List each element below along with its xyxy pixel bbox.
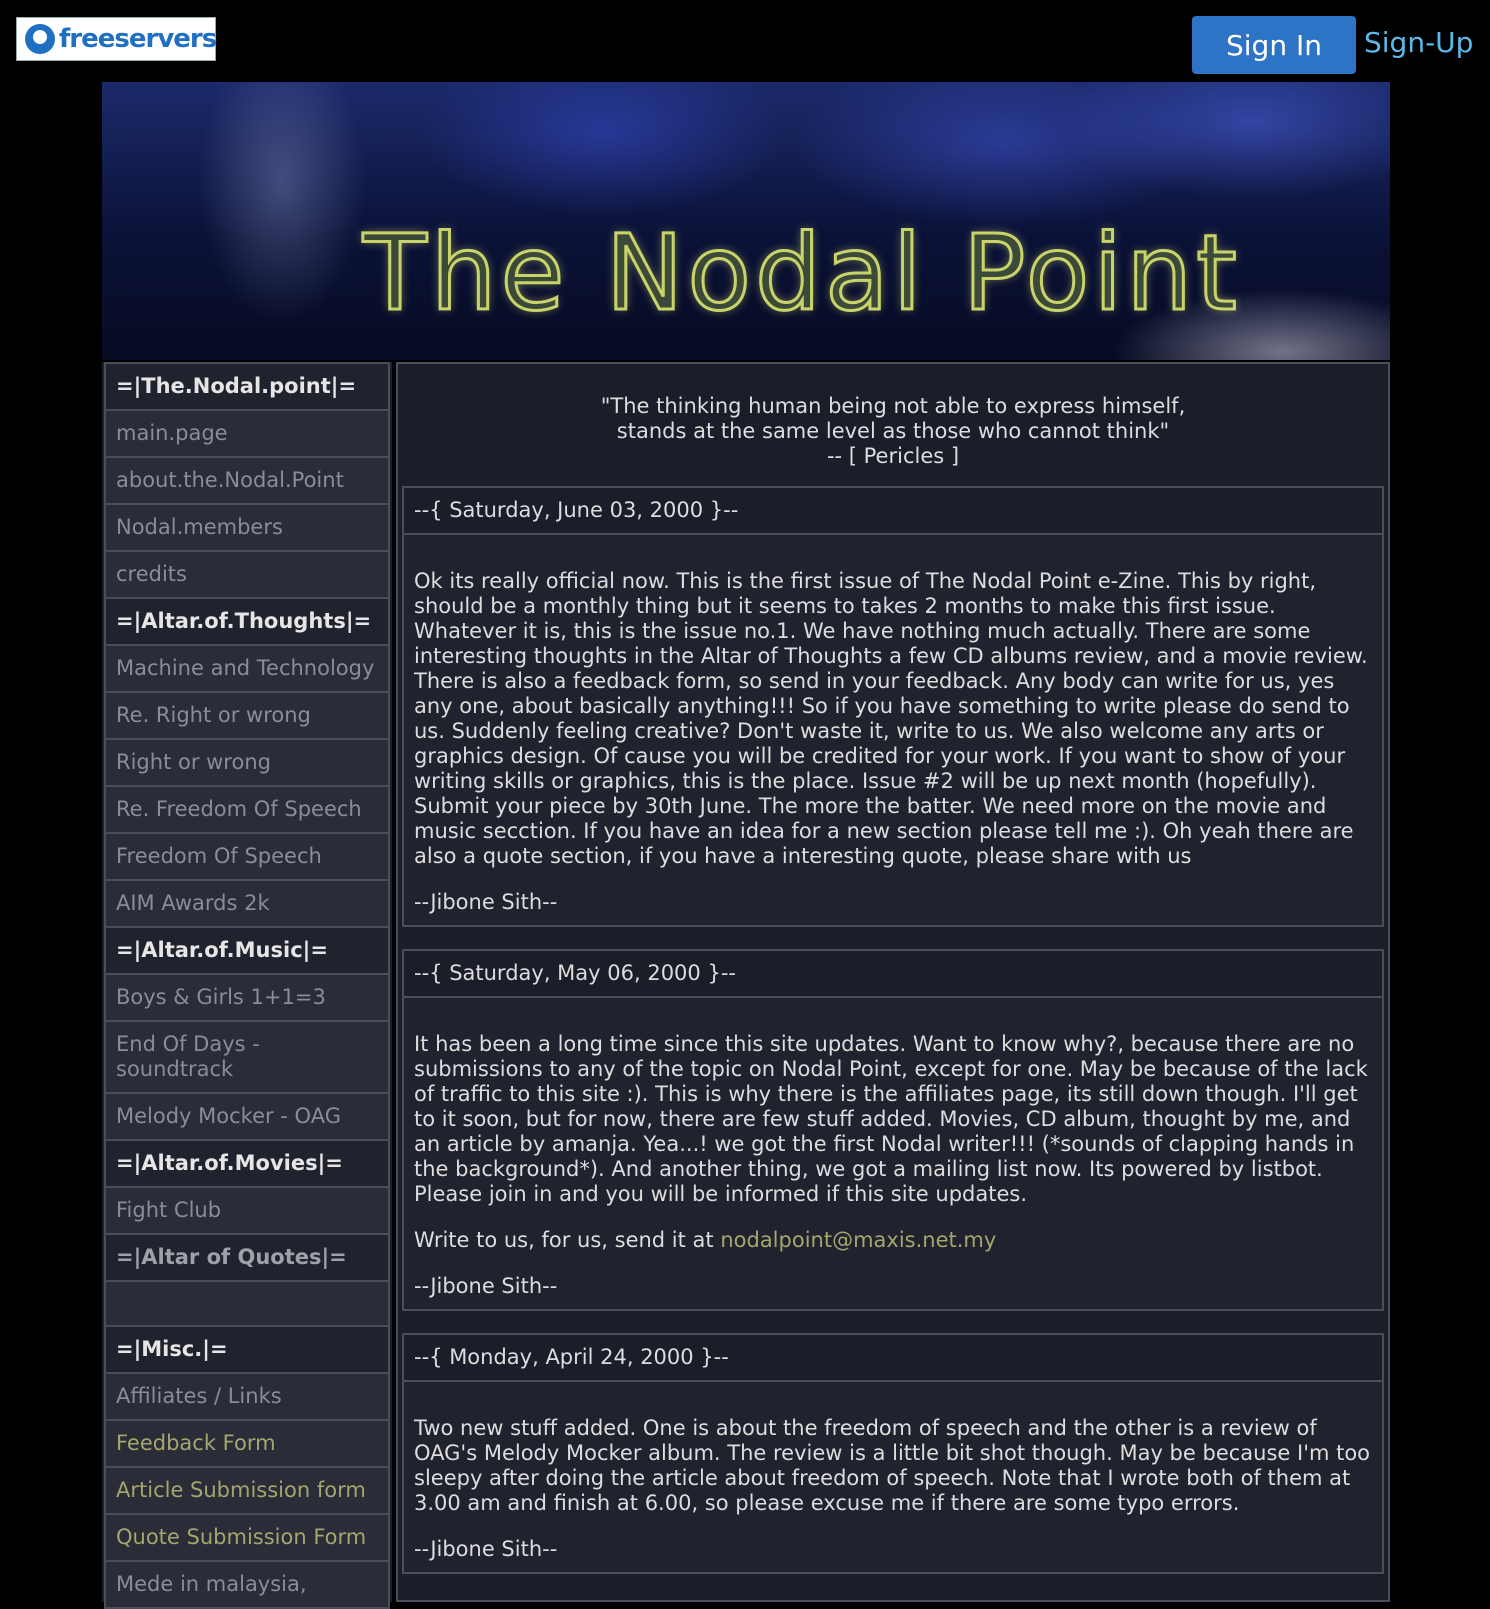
post-text: Two new stuff added. One is about the freedom of speech and the other is a review of OAG's Melody Mocker album. The review is a little bit shot though. May be because I'm too sleepy after doing the article about freedom of speech. Note that I wrote both of them at 3.00 am and finish at 6.00, so please excuse me if there are some typo errors. xyxy=(414,1416,1371,1515)
post-date: --{ Saturday, June 03, 2000 }-- xyxy=(404,488,1382,535)
sidebar-item[interactable]: Article Submission form xyxy=(104,1466,390,1515)
post-signature: --Jibone Sith-- xyxy=(414,1274,558,1298)
sidebar-item[interactable]: Melody Mocker - OAG xyxy=(104,1092,390,1141)
quote-author: -- [ Pericles ] xyxy=(826,444,960,468)
news-post xyxy=(402,949,1384,1311)
quote-line: "The thinking human being not able to express himself, xyxy=(600,394,1186,418)
sidebar-section-header: =|Altar of Quotes|= xyxy=(104,1233,390,1282)
sidebar-item[interactable]: Re. Freedom Of Speech xyxy=(104,785,390,834)
sidebar-section-header: =|The.Nodal.point|= xyxy=(104,362,390,411)
sidebar-item[interactable]: Affiliates / Links xyxy=(104,1372,390,1421)
logo-text: freeservers xyxy=(59,24,217,54)
post-text: Ok its really official now. This is the first issue of The Nodal Point e-Zine. This by right, should be a monthly thing but it seems to takes 2 months to make this first issue. Whatever it is, this is the issue no.1. We have nothing much actually. There are some interesting thoughts in the Altar of Thoughts a few CD albums review, and a movie review. There is also a feedback form, so send in your feedback. Any body can write for us, yes any one, about basically anything!!! So if you have something to write please do send to us. Suddenly feeling creative? Don't waste it, write to us. We also welcome any arts or graphics design. Of cause you will be credited for your work. If you want to show of your writing skills or graphics, this is the place. Issue #2 will be up next month (hopefully). Submit your piece by 30th June. The more the batter. We need more on the movie and music secction. If you have an idea for a new section please tell me :). Oh yeah there are also a quote section, if you have a interesting quote, please share with us xyxy=(414,569,1368,868)
sign-up-link[interactable]: Sign-Up xyxy=(1364,26,1474,59)
sidebar-item[interactable]: Freedom Of Speech xyxy=(104,832,390,881)
sidebar-item[interactable]: Machine and Technology xyxy=(104,644,390,693)
post-signature: --Jibone Sith-- xyxy=(414,1537,558,1561)
site-banner xyxy=(102,82,1390,360)
sidebar-item[interactable]: Nodal.members xyxy=(104,503,390,552)
main-content xyxy=(396,362,1390,1602)
sidebar-item: Mede in malaysia, xyxy=(104,1560,390,1609)
sign-in-button[interactable]: Sign In xyxy=(1192,16,1356,74)
post-body xyxy=(404,1382,1382,1572)
sidebar-nav xyxy=(102,362,392,1602)
pericles-quote xyxy=(398,364,1388,486)
news-post xyxy=(402,486,1384,927)
freeservers-logo[interactable] xyxy=(16,17,216,61)
post-date: --{ Saturday, May 06, 2000 }-- xyxy=(404,951,1382,998)
write-prefix: Write to us, for us, send it at xyxy=(414,1228,721,1252)
top-bar xyxy=(0,0,1490,80)
sidebar-item[interactable]: Quote Submission Form xyxy=(104,1513,390,1562)
sidebar-item[interactable]: Boys & Girls 1+1=3 xyxy=(104,973,390,1022)
banner-title: The Nodal Point xyxy=(363,212,1241,334)
post-body xyxy=(404,998,1382,1309)
news-post xyxy=(402,1333,1384,1574)
quote-line: stands at the same level as those who cannot think" xyxy=(616,419,1170,443)
sidebar-item[interactable]: credits xyxy=(104,550,390,599)
sidebar-section-header: =|Misc.|= xyxy=(104,1325,390,1374)
post-signature: --Jibone Sith-- xyxy=(414,890,558,914)
sidebar-item[interactable]: Feedback Form xyxy=(104,1419,390,1468)
post-date: --{ Monday, April 24, 2000 }-- xyxy=(404,1335,1382,1382)
sidebar-item[interactable]: Right or wrong xyxy=(104,738,390,787)
sidebar-empty-cell xyxy=(104,1280,390,1327)
post-body xyxy=(404,535,1382,925)
sidebar-item[interactable]: Fight Club xyxy=(104,1186,390,1235)
email-link[interactable]: nodalpoint@maxis.net.my xyxy=(720,1228,997,1252)
post-text: It has been a long time since this site updates. Want to know why?, because there are no submissions to any of the topic on Nodal Point, except for one. May be because of the lack of traffic to this site :). This is why there is the affiliates page, its still down though. I'll get to it soon, but for now, there are few stuff added. Movies, CD album, thought by me, and an article by amanja. Yea...! we got the first Nodal writer!!! (*sounds of clapping hands in the background*). And another thing, we got a mailing list now. Its powered by listbot. Please join in and you will be informed if this site updates. xyxy=(414,1032,1368,1206)
sidebar-item[interactable]: Re. Right or wrong xyxy=(104,691,390,740)
sidebar-item[interactable]: AIM Awards 2k xyxy=(104,879,390,928)
sidebar-item[interactable]: about.the.Nodal.Point xyxy=(104,456,390,505)
sidebar-section-header: =|Altar.of.Music|= xyxy=(104,926,390,975)
sidebar-item[interactable]: End Of Days - soundtrack xyxy=(104,1020,390,1094)
post-write-line xyxy=(414,1228,1372,1253)
sidebar-item[interactable]: main.page xyxy=(104,409,390,458)
sidebar-section-header: =|Altar.of.Movies|= xyxy=(104,1139,390,1188)
freeservers-logo-icon xyxy=(25,24,55,54)
sidebar-section-header: =|Altar.of.Thoughts|= xyxy=(104,597,390,646)
